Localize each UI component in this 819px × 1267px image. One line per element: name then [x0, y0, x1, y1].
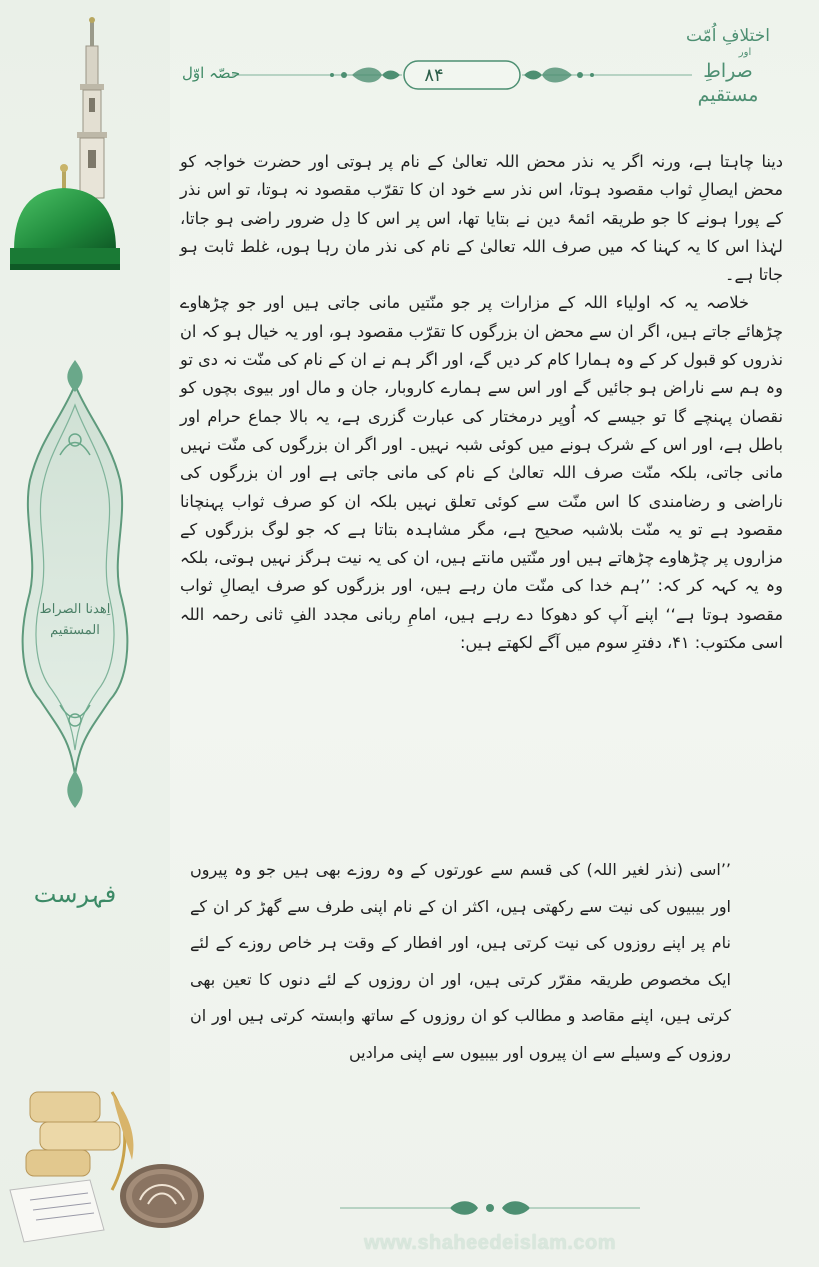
page-number: ۸۴	[424, 64, 444, 86]
paragraph-2: خلاصہ یہ کہ اولیاء اللہ کے مزارات پر جو منّتیں مانی جاتی ہیں اور جو چڑھاوے چڑھائے جاتے ہیں، اگر ان سے محض ان بزرگوں کا تقرّب مقصود ہو، اور یہ خیال ہو کہ ان نذروں کو قبول کر کے وہ ہمارا کام کر دیں گے، اور اگر ہم نے ان کے نام کی منّت نہ دی تو وہ ہم سے ناراض ہو جائیں گے اور اس سے ہمارے کاروبار، جان و مال اور بیوی بچوں کو نقصان پہنچے گا تو جیسے کہ اُوپر درمختار کی عبارت گزری ہے، یہ بالا جماع حرام اور باطل ہے، اور اس کے شرک ہونے میں کوئی شبہ نہیں۔ اور اگر ان بزرگوں کی منّت نہیں مانی جاتی، بلکہ منّت صرف اللہ تعالیٰ کے نام کی مانی جاتی ہے اور ان بزرگوں کی ناراضی و رضامندی کا اس منّت سے کوئی تعلق نہیں بلکہ ان کو صرف ثواب پہنچانا مقصود ہے تو یہ منّت بلاشبہ صحیح ہے، مگر مشاہدہ بتاتا ہے کہ جو لوگ بزرگوں کے مزاروں پر چڑھاوے چڑھاتے ہیں اور منّتیں مانتے ہیں، ان کی یہ نیت ہرگز نہیں ہوتی، بلکہ وہ یہ کہہ کر کہ: ’’ہم خدا کی منّت مان رہے ہیں، اور بزرگوں کو صرف ایصالِ ثواب مقصود ہوتا ہے‘‘ اپنے آپ کو دھوکا دے رہے ہیں، امامِ ربانی مجدد الفِ ثانی رحمہ اللہ اسی مکتوب: ۴۱، دفترِ سوم میں آگے لکھتے ہیں:	[180, 293, 783, 653]
index-link[interactable]: فہرست	[33, 880, 117, 908]
book-title-line2: اور	[738, 47, 752, 59]
volume-label: حصّہ اوّل	[182, 64, 241, 82]
footer-ornament	[340, 1193, 640, 1223]
book-title-line1: اختلافِ اُمّت	[685, 26, 771, 46]
left-decoration-column	[0, 0, 170, 1267]
quotation-text: ’’اسی (نذر لغیر اللہ) کی قسم سے عورتوں کے وہ روزے بھی ہیں جو وہ پیروں اور بیبیوں کی نیت سے رکھتی ہیں، اکثر ان کے نام اپنی طرف سے گھڑ کر ان کے نام پر اپنے روزوں کی نیت کرتی ہیں، اور افطار کے وقت ہر خاص روزے کے لئے ایک مخصوص طریقہ مقرّر کرتی ہیں، اور ان روزوں کے لئے دنوں کا تعین بھی کرتی ہیں، اپنے مقاصد و مطالب کو ان روزوں کے ساتھ وابستہ کرتی ہیں اور ان روزوں کے وسیلے سے ان پیروں اور بیبیوں سے اپنی مرادیں	[190, 860, 731, 1062]
page-header	[170, 0, 819, 140]
book-title-line3: صراطِ مستقیم	[697, 59, 759, 106]
paragraph-1: دینا چاہتا ہے، ورنہ اگر یہ نذر محض اللہ تعالیٰ کے نام پر ہوتی اور حضرت خواجہ کو محض ایصالِ ثواب مقصود ہوتا، اس نذر سے خود ان کا تقرّب مقصود نہ ہوتا، تو اس نذر کے پورا ہونے کا جو طریقہ ائمۂ دین نے بتایا تھا، اس پر اس کا دِل ضرور راضی ہو جاتا، لہٰذا اس کا یہ کہنا کہ میں صرف اللہ تعالیٰ کے نام کی نذر مان رہا ہوں، غلط ثابت ہو جاتا ہے۔	[180, 152, 783, 285]
website-url[interactable]: www.shaheedeislam.com	[363, 1232, 617, 1254]
shaheed-e-islam-logo	[118, 1160, 206, 1232]
frame-calligraphy: اِھدنا الصراط المستقیم	[39, 602, 111, 638]
main-text	[180, 148, 783, 657]
quotation-block	[190, 852, 787, 1071]
